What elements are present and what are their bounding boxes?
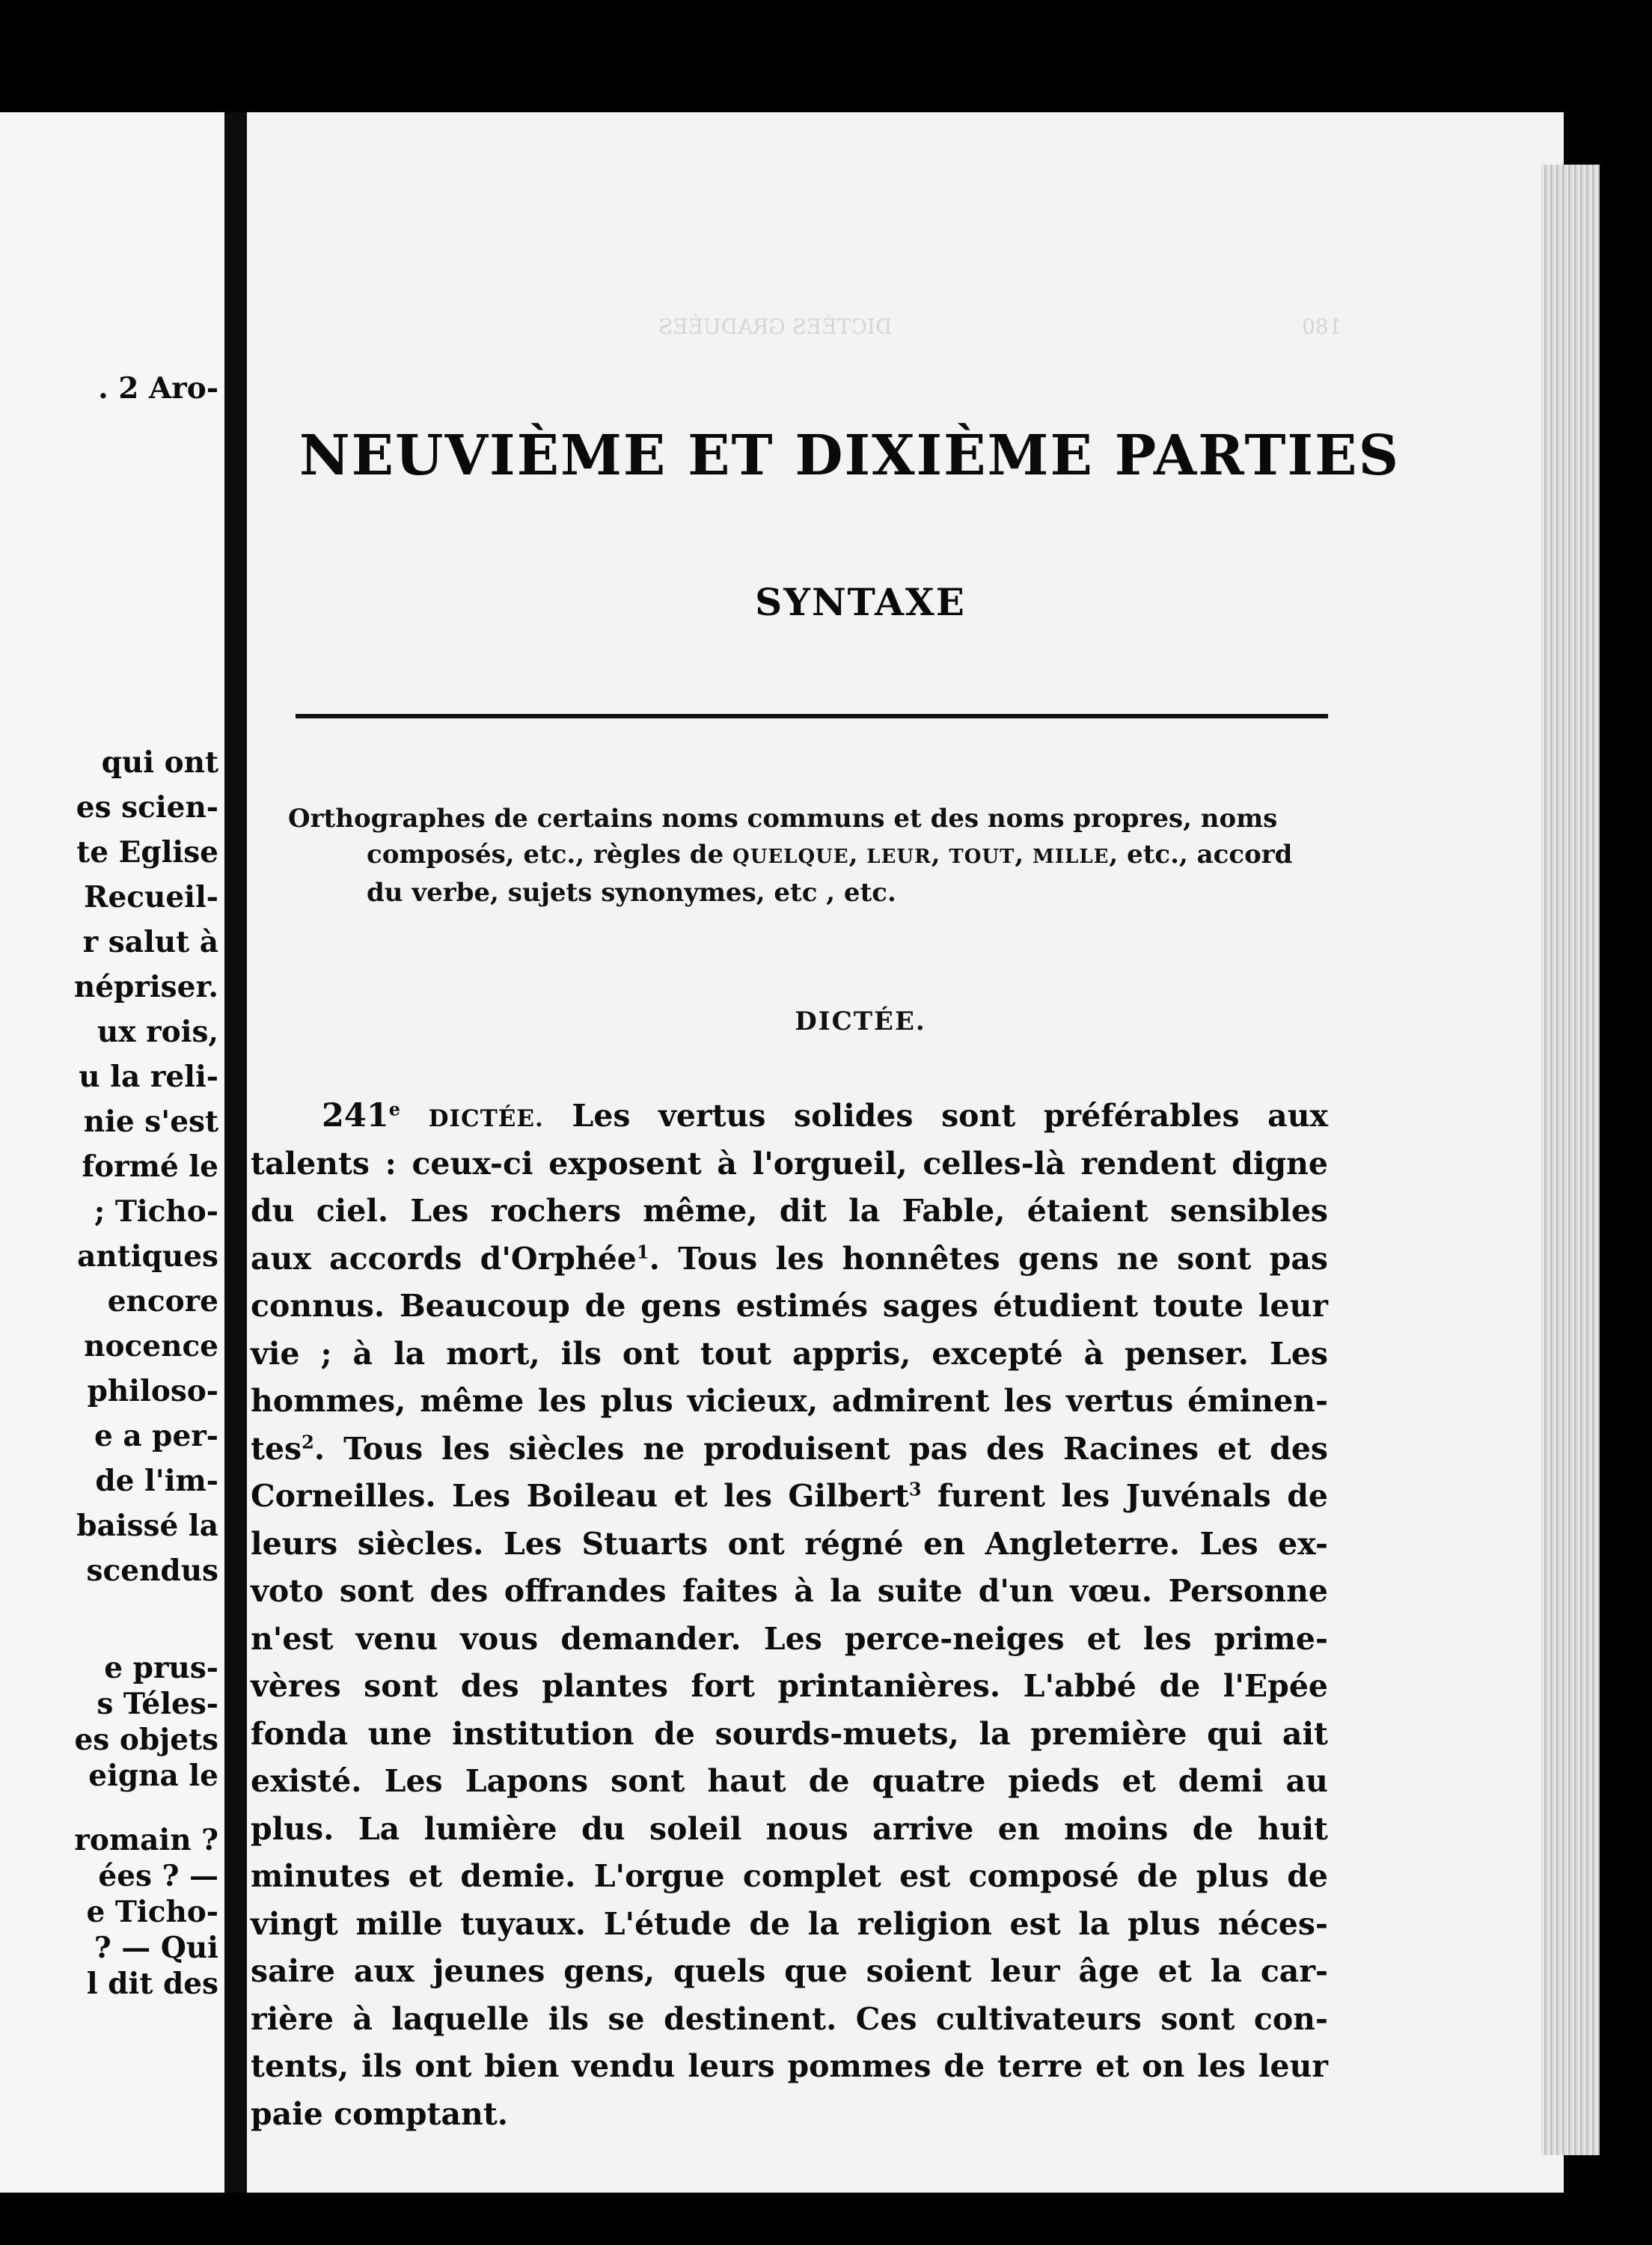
left-page-line: e prus- — [104, 1651, 218, 1685]
left-page-line: ? — Qui — [94, 1931, 218, 1965]
dictation-line — [251, 1235, 1328, 1283]
dictation-number-suffix: e — [388, 1098, 401, 1120]
book-gutter — [224, 112, 247, 2193]
dictation-line — [251, 1426, 1328, 1473]
dictation-line-text: furent les Juvénals de — [921, 1478, 1328, 1514]
left-page-line: te Eglise — [76, 835, 218, 870]
left-page-line: e a per- — [94, 1419, 218, 1453]
left-page-line: e Ticho- — [86, 1895, 218, 1929]
left-page-line: de l'im- — [95, 1464, 218, 1498]
footnote-ref-2: 2 — [302, 1430, 314, 1453]
left-page-line: ux rois, — [97, 1015, 218, 1049]
dictation-line: minutes et demie. L'orgue complet est composé de plus de — [251, 1858, 1328, 1894]
left-page-line: . 2 Aro- — [98, 371, 218, 406]
dictation-line: plus. La lumière du soleil nous arrive en moins de huit — [251, 1810, 1328, 1847]
left-page-line: u la reli- — [79, 1060, 218, 1094]
left-page-line: népriser. — [73, 970, 218, 1004]
term-mille: MILLE — [1032, 846, 1110, 868]
dictation-line: leurs siècles. Les Stuarts ont régné en Angleterre. Les ex- — [251, 1525, 1328, 1562]
left-page-line: es objets — [74, 1723, 218, 1757]
left-page-line: scendus — [86, 1554, 218, 1588]
dictation-line: voto sont des offrandes faites à la suite d'un vœu. Personne — [251, 1573, 1328, 1609]
section-summary — [288, 801, 1336, 911]
dictation-text — [251, 1093, 1328, 2138]
left-page-line: Recueil- — [84, 880, 218, 914]
footnote-ref-3: 3 — [908, 1478, 922, 1500]
left-page-line: ; Ticho- — [94, 1194, 218, 1229]
left-page-line: philoso- — [87, 1374, 218, 1408]
dictation-line: du ciel. Les rochers même, dit la Fable, étaient sensibles — [251, 1193, 1328, 1229]
dictation-line — [251, 1473, 1328, 1521]
summary-line-3: du verbe, sujets synonymes, etc , etc. — [367, 878, 896, 908]
left-page-line: ées ? — — [98, 1859, 218, 1893]
left-page-line: eigna le — [88, 1759, 218, 1793]
dictation-line — [251, 1093, 1328, 1140]
left-page-line: nie s'est — [83, 1105, 218, 1139]
left-page-line: encore — [107, 1284, 218, 1319]
left-page-line: s Téles- — [97, 1687, 218, 1721]
left-facing-page — [0, 112, 224, 2193]
dictation-line-text: aux accords d'Orphée — [251, 1240, 637, 1277]
term-tout: TOUT — [949, 846, 1015, 868]
summary-line-2: composés, etc., règles de QUELQUE, LEUR, TOUT, MILLE, etc., accord — [367, 840, 1293, 870]
dictation-line: fonda une institution de sourds-muets, la première qui ait — [251, 1715, 1328, 1752]
dictation-line-text: Corneilles. Les Boileau et les Gilbert — [251, 1478, 909, 1514]
left-page-line: qui ont — [101, 745, 218, 780]
left-page-line: formé le — [82, 1149, 218, 1184]
dictation-line: tents, ils ont bien vendu leurs pommes de terre et on les leur — [251, 2048, 1328, 2084]
left-page-line: antiques — [77, 1239, 218, 1274]
dictation-line: hommes, même les plus vicieux, admirent les vertus éminen- — [251, 1383, 1328, 1419]
dictation-line: vères sont des plantes fort printanières. L'abbé de l'Epée — [251, 1668, 1328, 1704]
footnote-ref-1: 1 — [636, 1240, 649, 1262]
left-page-line: baissé la — [76, 1509, 218, 1543]
dictation-heading: DICTÉE. — [795, 1007, 926, 1036]
left-page-line: l dit des — [86, 1967, 218, 2001]
dictation-label: DICTÉE. — [428, 1105, 544, 1132]
dictation-line-text: . Tous les siècles ne produisent pas des Racines et des — [313, 1430, 1328, 1467]
title-rule — [296, 714, 1328, 718]
dictation-line-text: Les vertus solides sont préférables aux — [572, 1098, 1328, 1134]
dictation-line: talents : ceux-ci exposent à l'orgueil, celles-là rendent digne — [251, 1145, 1328, 1182]
dictation-number: 241 — [322, 1097, 389, 1134]
dictation-line: vie ; à la mort, ils ont tout appris, excepté à penser. Les — [251, 1335, 1328, 1372]
dictation-line: n'est venu vous demander. Les perce-neiges et les prime- — [251, 1620, 1328, 1657]
summary-line-1: Orthographes de certains noms communs et des noms propres, noms — [288, 804, 1278, 834]
part-title: NEUVIÈME ET DIXIÈME PARTIES — [299, 424, 1401, 488]
page-stack-edge — [1541, 165, 1600, 2155]
left-page-line: romain ? — [74, 1823, 218, 1857]
left-page-line: es scien- — [76, 790, 218, 825]
summary-text-end: , etc., accord — [1109, 840, 1293, 870]
left-page-line: r salut à — [82, 925, 218, 959]
dictation-line: existé. Les Lapons sont haut de quatre pieds et demi au — [251, 1763, 1328, 1799]
bleed-through-running-head: DICTÉES GRADUÉES — [658, 314, 893, 339]
dictation-line-text: . Tous les honnêtes gens ne sont pas — [649, 1240, 1328, 1277]
dictation-line: connus. Beaucoup de gens estimés sages étudient toute leur — [251, 1288, 1328, 1324]
dictation-line-text: tes — [251, 1430, 302, 1467]
term-leur: LEUR — [866, 846, 931, 868]
dictation-line: rière à laquelle ils se destinent. Ces cultivateurs sont con- — [251, 2000, 1328, 2037]
bleed-through-folio: 180 — [1302, 314, 1342, 339]
summary-text: composés, etc., règles de — [367, 840, 733, 870]
term-quelque: QUELQUE — [732, 846, 849, 868]
dictation-line: paie comptant. — [251, 2095, 509, 2132]
dictation-line: vingt mille tuyaux. L'étude de la religion est la plus néces- — [251, 1905, 1328, 1942]
section-title: SYNTAXE — [755, 580, 966, 624]
left-page-line: nocence — [84, 1329, 218, 1363]
dictation-line: saire aux jeunes gens, quels que soient leur âge et la car- — [251, 1953, 1328, 1989]
